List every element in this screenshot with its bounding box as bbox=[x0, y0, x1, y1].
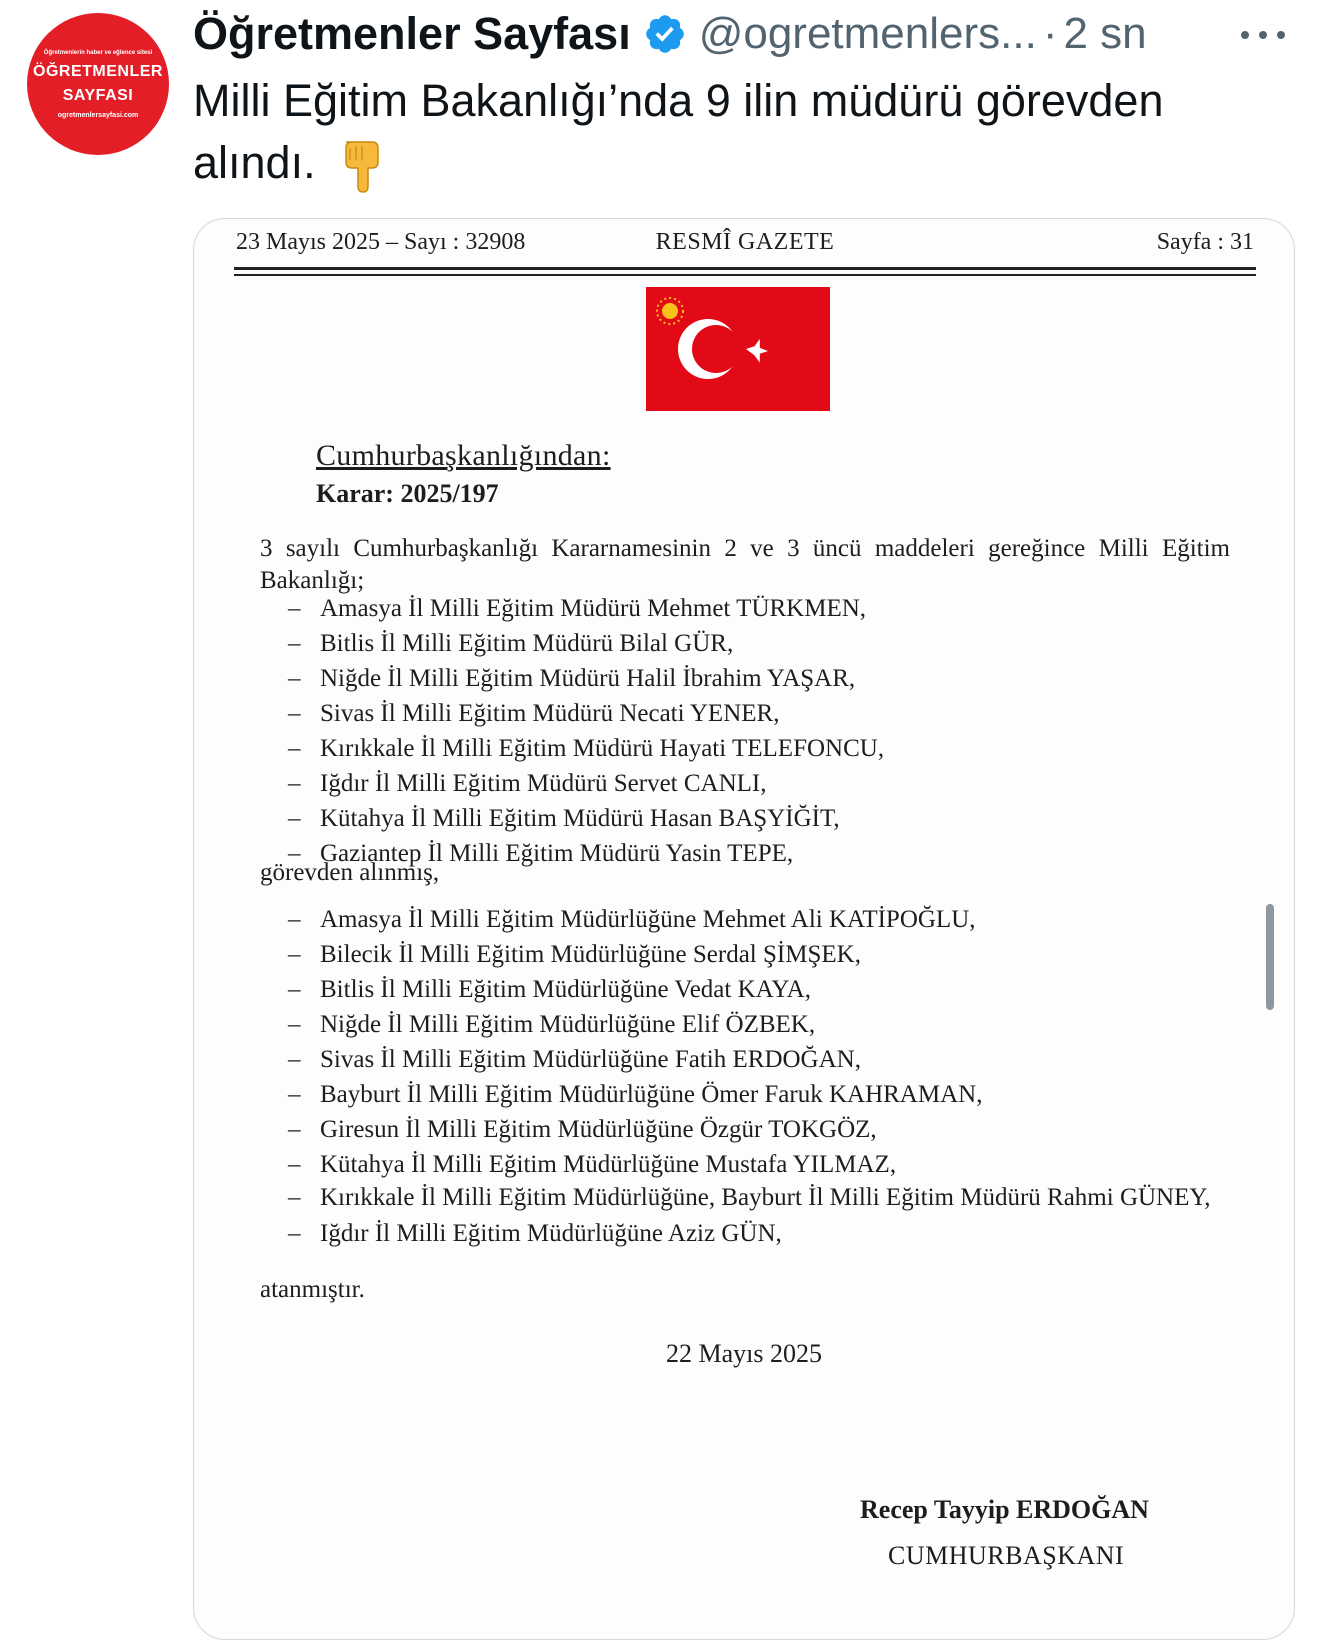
list-item: – Sivas İl Milli Eğitim Müdürü Necati YENER, bbox=[260, 696, 1230, 731]
list-item: – Giresun İl Milli Eğitim Müdürlüğüne Özgür TOKGÖZ, bbox=[260, 1112, 1230, 1147]
list-item: – Bayburt İl Milli Eğitim Müdürlüğüne Ömer Faruk KAHRAMAN, bbox=[260, 1077, 1230, 1112]
decree-date: 22 Mayıs 2025 bbox=[666, 1339, 822, 1368]
gazette-document bbox=[194, 219, 1294, 1639]
header-rule bbox=[234, 274, 1256, 276]
separator-dot: · bbox=[1042, 9, 1058, 58]
tweet-body: Milli Eğitim Bakanlığı’nda 9 ilin müdürü görevden alındı. bbox=[193, 75, 1164, 188]
list-item: – Niğde İl Milli Eğitim Müdürü Halil İbrahim YAŞAR, bbox=[260, 661, 1230, 696]
more-options-icon[interactable] bbox=[1241, 20, 1285, 50]
list-item: – Bitlis İl Milli Eğitim Müdürü Bilal GÜR, bbox=[260, 626, 1230, 661]
pointing-down-emoji-icon bbox=[338, 136, 382, 196]
decree-number: Karar: 2025/197 bbox=[316, 479, 499, 508]
display-name[interactable]: Öğretmenler Sayfası bbox=[193, 8, 631, 59]
avatar[interactable] bbox=[27, 13, 169, 155]
timestamp[interactable]: 2 sn bbox=[1063, 9, 1147, 58]
list-item: – Kırıkkale İl Milli Eğitim Müdürlüğüne, Bayburt İl Milli Eğitim Müdürü Rahmi GÜNEY, bbox=[260, 1182, 1230, 1214]
signatory-title: CUMHURBAŞKANI bbox=[888, 1541, 1125, 1570]
list-item: – Niğde İl Milli Eğitim Müdürlüğüne Elif ÖZBEK, bbox=[260, 1007, 1230, 1042]
list-item: – Iğdır İl Milli Eğitim Müdürlüğüne Aziz GÜN, bbox=[260, 1216, 1230, 1251]
turkish-flag-icon bbox=[646, 287, 830, 411]
appointed-conclusion: atanmıştır. bbox=[260, 1276, 365, 1303]
list-item: – Sivas İl Milli Eğitim Müdürlüğüne Fatih ERDOĞAN, bbox=[260, 1042, 1230, 1077]
gazette-issue: 23 Mayıs 2025 – Sayı : 32908 bbox=[236, 229, 526, 255]
appointed-list bbox=[260, 902, 1230, 1251]
list-item: – Gaziantep İl Milli Eğitim Müdürü Yasin TEPE, bbox=[260, 836, 1230, 871]
removed-conclusion: görevden alınmış, bbox=[260, 859, 440, 886]
decree-intro: 3 sayılı Cumhurbaşkanlığı Kararnamesinin 2 ve 3 üncü maddeleri gereğince Milli Eğitim Bakanlığı; bbox=[260, 535, 1230, 594]
header-rule bbox=[234, 267, 1256, 270]
scrollbar[interactable] bbox=[1266, 904, 1274, 1010]
list-item: – Kırıkkale İl Milli Eğitim Müdürü Hayati TELEFONCU, bbox=[260, 731, 1230, 766]
signatory-name: Recep Tayyip ERDOĞAN bbox=[860, 1495, 1149, 1524]
list-item: – Bilecik İl Milli Eğitim Müdürlüğüne Serdal ŞİMŞEK, bbox=[260, 937, 1230, 972]
avatar-brand-line1: ÖĞRETMENLER bbox=[33, 62, 163, 80]
list-item: – Iğdır İl Milli Eğitim Müdürü Servet CANLI, bbox=[260, 766, 1230, 801]
verified-badge-icon bbox=[643, 12, 687, 56]
attached-image[interactable] bbox=[193, 218, 1295, 1640]
removed-list bbox=[260, 591, 1230, 871]
decree-title: Cumhurbaşkanlığından: bbox=[316, 439, 611, 472]
avatar-tagline: Öğretmenlerin haber ve eğlence sitesi bbox=[43, 49, 153, 56]
avatar-brand-line2: SAYFASI bbox=[62, 86, 134, 104]
avatar-url: ogretmenlersayfasi.com bbox=[57, 111, 139, 119]
tweet-header bbox=[193, 6, 1147, 62]
list-item: – Bitlis İl Milli Eğitim Müdürlüğüne Vedat KAYA, bbox=[260, 972, 1230, 1007]
list-item: – Kütahya İl Milli Eğitim Müdürü Hasan BAŞYİĞİT, bbox=[260, 801, 1230, 836]
tweet-text bbox=[193, 70, 1273, 196]
list-item: – Amasya İl Milli Eğitim Müdürlüğüne Mehmet Ali KATİPOĞLU, bbox=[260, 902, 1230, 937]
gazette-page: Sayfa : 31 bbox=[1156, 229, 1254, 255]
list-item: – Kütahya İl Milli Eğitim Müdürlüğüne Mustafa YILMAZ, bbox=[260, 1147, 1230, 1182]
list-item: – Amasya İl Milli Eğitim Müdürü Mehmet TÜRKMEN, bbox=[260, 591, 1230, 626]
user-handle[interactable]: @ogretmenlers... bbox=[698, 9, 1037, 58]
gazette-title: RESMÎ GAZETE bbox=[655, 229, 835, 255]
gazette-header bbox=[236, 229, 1254, 265]
